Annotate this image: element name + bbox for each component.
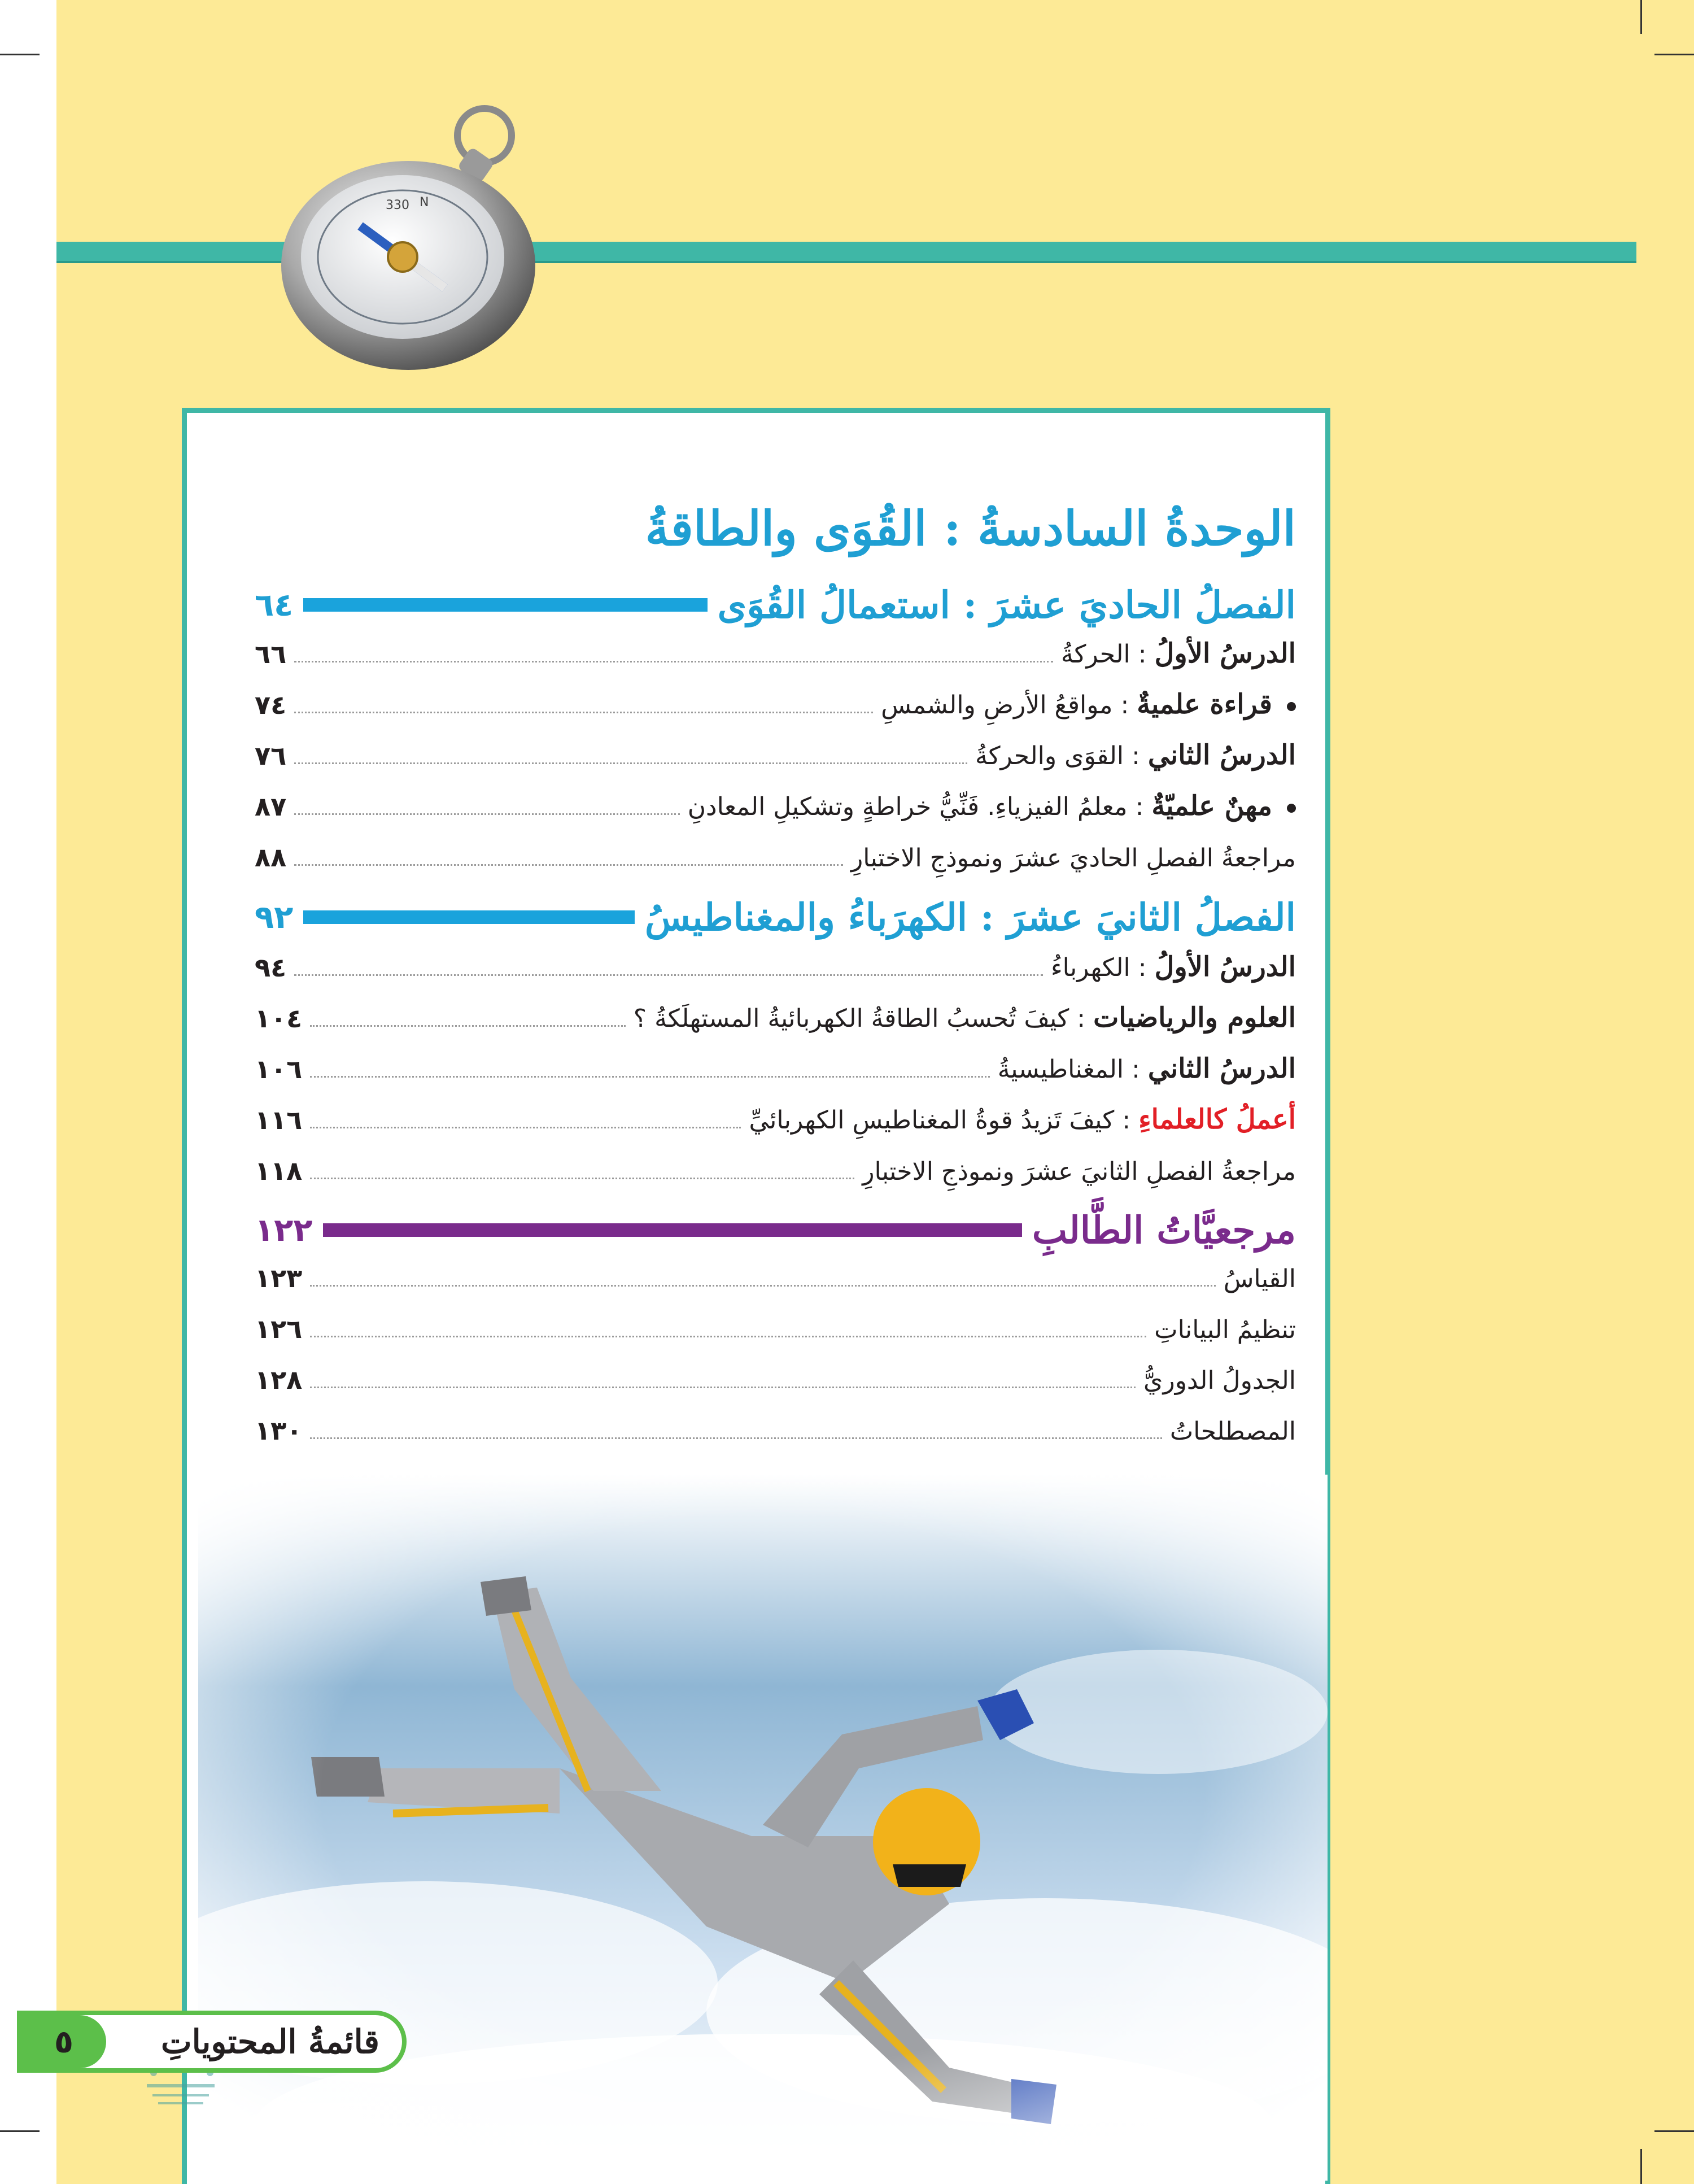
toc-text: المغناطيسيةُ	[997, 1055, 1124, 1084]
references-title: مرجعيَّاتُ الطَّالبِ	[1032, 1208, 1296, 1252]
toc-page: ٧٦	[255, 740, 287, 771]
toc-page: ١٢٨	[255, 1365, 303, 1395]
toc-text: الجدولُ الدوريُّ	[1143, 1366, 1296, 1395]
toc-row[interactable]	[255, 627, 1296, 673]
toc-separator: :	[1112, 691, 1137, 720]
toc-label: الدرسُ الثاني	[1147, 1053, 1296, 1084]
unit-title: الوحدةُ السادسةُ : القُوَى والطاقةُ	[645, 500, 1296, 556]
chapter-page: ٦٤	[255, 586, 294, 624]
dot-leader	[310, 1025, 626, 1027]
toc-separator: :	[1124, 1055, 1148, 1084]
dot-leader	[310, 1387, 1136, 1388]
chapter-heading[interactable]	[255, 892, 1296, 943]
toc-text: مواقعُ الأرضِ والشمسِ	[881, 691, 1113, 720]
toc-page: ٧٤	[255, 690, 287, 720]
toc-separator: :	[1069, 1004, 1094, 1033]
dot-leader	[294, 864, 843, 866]
toc-page: ١١٦	[255, 1105, 303, 1135]
dot-leader	[310, 1127, 741, 1128]
references-heading[interactable]	[255, 1205, 1296, 1256]
crop-mark	[1640, 2149, 1642, 2184]
toc-row[interactable]	[255, 941, 1296, 986]
dot-leader	[294, 813, 680, 815]
dot-leader	[310, 1437, 1162, 1439]
bullet-icon	[1287, 804, 1296, 813]
toc-label: قراءة علميةٌ	[1137, 688, 1272, 720]
toc-page: ١١٨	[255, 1156, 303, 1186]
toc-page: ١٢٣	[255, 1263, 303, 1293]
toc-row[interactable]	[255, 1404, 1296, 1449]
toc-text: الحركةُ	[1060, 640, 1130, 669]
toc-text: القياسُ	[1223, 1265, 1296, 1293]
toc-row[interactable]	[255, 1353, 1296, 1398]
toc-row[interactable]	[255, 1043, 1296, 1088]
dot-leader	[294, 762, 967, 764]
toc-page: ١٢٦	[255, 1314, 303, 1344]
dot-leader	[294, 661, 1053, 662]
dot-leader	[310, 1076, 989, 1078]
toc-row[interactable]	[255, 1093, 1296, 1139]
toc-text: مراجعةُ الفصلِ الحاديَ عشرَ ونموذجِ الاختبارِ	[850, 844, 1296, 873]
compass-image	[276, 96, 569, 373]
bullet-icon	[1287, 702, 1296, 711]
skydiver-image	[198, 1475, 1328, 2181]
toc-page: ٨٨	[255, 842, 287, 873]
toc-page: ٦٦	[255, 639, 287, 669]
toc-row[interactable]	[255, 992, 1296, 1037]
page-number: ٥	[21, 2015, 106, 2068]
page-footer	[17, 2011, 407, 2073]
toc-label: أعملُ كالعلماءِ	[1138, 1104, 1296, 1135]
toc-text: تنظيمُ البياناتِ	[1154, 1315, 1296, 1344]
references-page: ١٢٢	[255, 1211, 313, 1249]
toc-label: الدرسُ الثاني	[1147, 739, 1296, 771]
toc-label: مهنٌ علميّةٌ	[1151, 790, 1272, 822]
chapter-bar	[303, 910, 635, 924]
toc-label: العلوم والرياضيات	[1093, 1002, 1296, 1034]
toc-row[interactable]	[255, 1144, 1296, 1189]
toc-separator: :	[1130, 640, 1155, 669]
references-bar	[323, 1223, 1022, 1237]
toc-row[interactable]	[255, 1252, 1296, 1297]
svg-text:330: 330	[386, 198, 409, 212]
toc-separator: :	[1114, 1106, 1139, 1135]
dot-leader	[310, 1336, 1146, 1337]
dot-leader	[294, 974, 1043, 976]
toc-page: ١٠٦	[255, 1054, 303, 1084]
toc-separator: :	[1127, 792, 1152, 821]
toc-row[interactable]	[255, 1302, 1296, 1348]
chapter-title: الفصلُ الثانيَ عشرَ : الكهرَباءُ والمغناطيسُ	[644, 895, 1296, 939]
crop-mark	[1654, 2130, 1694, 2132]
toc-page: ١٠٤	[255, 1003, 303, 1034]
chapter-bar	[303, 598, 707, 612]
crop-mark	[1654, 54, 1694, 55]
toc-text: المصطلحاتُ	[1169, 1417, 1296, 1446]
crop-mark	[0, 2130, 40, 2132]
toc-text: الكهرباءُ	[1050, 953, 1130, 982]
toc-page: ٨٧	[255, 791, 287, 822]
svg-text:N: N	[420, 195, 429, 210]
chapter-title: الفصلُ الحاديَ عشرَ : استعمالُ القُوَى	[717, 583, 1296, 627]
dot-leader	[310, 1178, 854, 1179]
toc-separator: :	[1130, 953, 1155, 982]
toc-text: كيفَ تَزيدُ قوةُ المغناطيسِ الكهربائيِّ	[749, 1106, 1115, 1135]
toc-separator: :	[1124, 742, 1148, 770]
toc-row[interactable]	[255, 831, 1296, 876]
toc-text: معلمُ الفيزياءِ. فَنِّيُّ خراطةٍ وتشكيلِ المعادنِ	[687, 792, 1128, 821]
crop-mark	[1640, 0, 1642, 34]
toc-text: القوَى والحركةُ	[975, 742, 1124, 770]
crop-mark	[0, 54, 40, 55]
left-margin-strip	[0, 0, 56, 2184]
toc-page: ١٣٠	[255, 1415, 303, 1446]
chapter-heading[interactable]	[255, 579, 1296, 630]
footer-title: قائمةُ المحتوياتِ	[161, 2022, 379, 2061]
toc-label: الدرسُ الأولُ	[1154, 951, 1296, 983]
dot-leader	[294, 712, 873, 713]
toc-label: الدرسُ الأولُ	[1154, 638, 1296, 669]
toc-row[interactable]	[255, 780, 1296, 825]
dot-leader	[310, 1285, 1215, 1287]
toc-page: ٩٤	[255, 952, 287, 983]
contents-panel	[182, 408, 1330, 2184]
toc-text: كيفَ تُحسبُ الطاقةُ الكهربائيةُ المستهلَكةُ ؟	[633, 1004, 1069, 1033]
toc-text: مراجعةُ الفصلِ الثانيَ عشرَ ونموذجِ الاختبارِ	[862, 1157, 1296, 1186]
chapter-page: ٩٢	[255, 899, 294, 936]
toc-row[interactable]	[255, 729, 1296, 774]
toc-row[interactable]	[255, 678, 1296, 723]
